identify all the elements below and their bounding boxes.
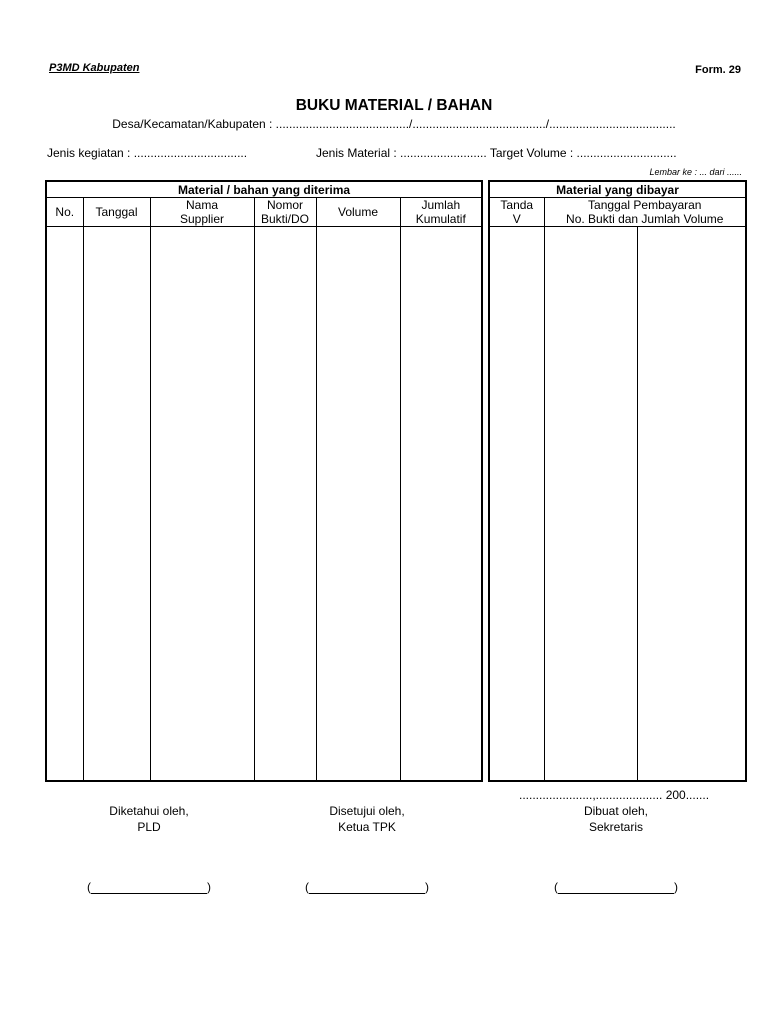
paid-section-header: Material yang dibayar	[489, 181, 746, 198]
signature-ketua-tpk-label: Disetujui oleh, Ketua TPK	[329, 804, 405, 834]
signature-blank[interactable]	[309, 881, 425, 894]
signature-line-ketua-tpk	[267, 880, 467, 894]
col-volume: Volume	[316, 198, 400, 227]
paren-close: )	[425, 880, 429, 894]
col-nomor-bukti: Nomor Bukti/DO	[254, 198, 316, 227]
paren-open: (	[554, 880, 558, 894]
paren-open: (	[87, 880, 91, 894]
col-tanggal-pembayaran-bottom: No. Bukti dan Jumlah Volume	[566, 212, 724, 226]
table-cell[interactable]	[83, 227, 150, 782]
jenis-material-field: Jenis Material : .......................... Target Volume : ..............................	[316, 146, 677, 160]
paren-close: )	[674, 880, 678, 894]
sheet-number: Lembar ke : ... dari ......	[649, 167, 742, 177]
col-nama-supplier: Nama Supplier	[150, 198, 254, 227]
table-cell[interactable]	[46, 227, 83, 782]
signature-line-pld	[49, 880, 249, 894]
signature-blank[interactable]	[558, 881, 674, 894]
document-title: BUKU MATERIAL / BAHAN	[295, 97, 493, 114]
table-cell[interactable]	[400, 227, 482, 782]
date-line: ......................,.................... 200.......	[519, 788, 710, 802]
header-left-label: P3MD Kabupaten	[49, 62, 140, 74]
signature-sekretaris-label: Dibuat oleh, Sekretaris	[583, 804, 649, 834]
paren-open: (	[305, 880, 309, 894]
col-jumlah-kumulatif: Jumlah Kumulatif	[400, 198, 482, 227]
location-line: Desa/Kecamatan/Kabupaten : ......................................../......................................../......................................	[112, 117, 676, 131]
received-section-header: Material / bahan yang diterima	[46, 181, 482, 198]
received-material-table	[45, 180, 483, 782]
col-tanggal: Tanggal	[83, 198, 150, 227]
table-cell[interactable]	[316, 227, 400, 782]
col-tanda: Tanda V	[489, 198, 544, 227]
jenis-kegiatan-field: Jenis kegiatan : ..................................	[47, 146, 248, 160]
table-cell[interactable]	[544, 227, 637, 782]
paid-material-table	[488, 180, 747, 782]
paren-close: )	[207, 880, 211, 894]
signature-blank[interactable]	[91, 881, 207, 894]
signature-pld-label: Diketahui oleh, PLD	[109, 804, 189, 834]
signature-line-sekretaris	[516, 880, 716, 894]
col-no: No.	[46, 198, 83, 227]
table-cell[interactable]	[254, 227, 316, 782]
table-cell[interactable]	[637, 227, 746, 782]
table-cell[interactable]	[489, 227, 544, 782]
table-cell[interactable]	[150, 227, 254, 782]
col-tanggal-pembayaran-top: Tanggal Pembayaran	[588, 198, 702, 212]
form-number: Form. 29	[695, 64, 741, 76]
col-tanggal-pembayaran	[544, 198, 746, 227]
